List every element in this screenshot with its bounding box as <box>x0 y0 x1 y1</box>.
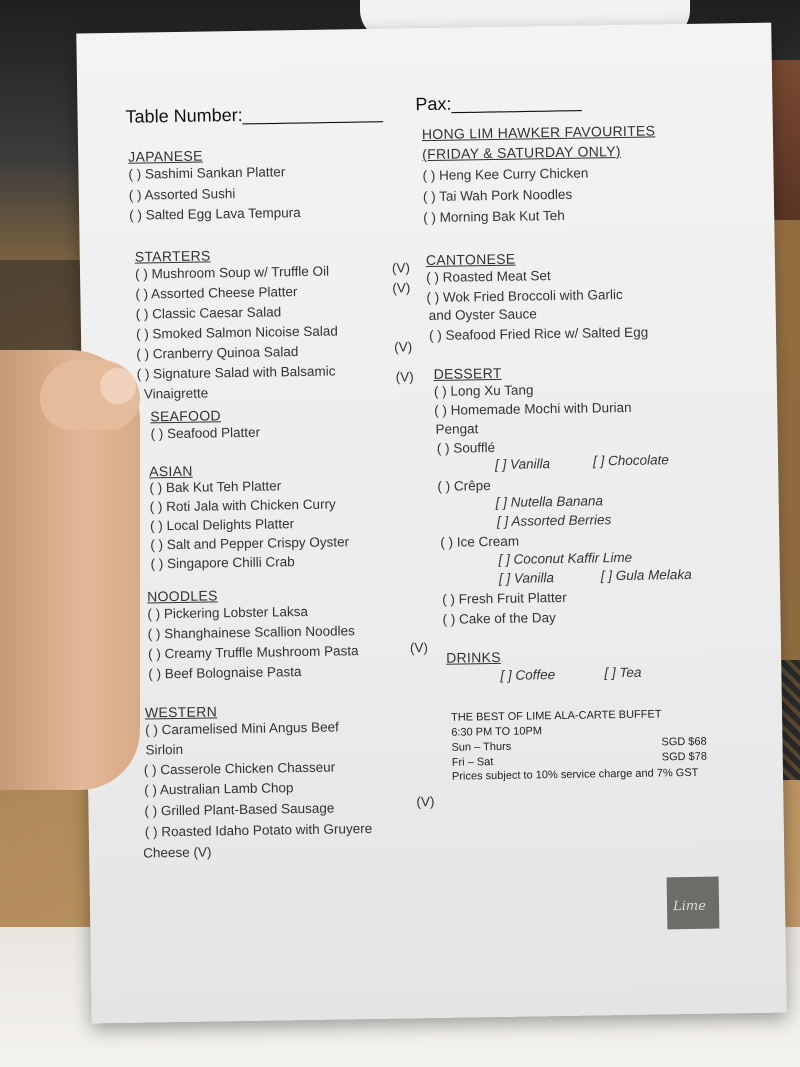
buffet-hours: 6:30 PM TO 10PM <box>451 725 543 739</box>
menu-item-continued: Vinaigrette <box>143 385 209 402</box>
lime-logo <box>667 877 720 930</box>
vegetarian-mark: (V) <box>395 369 414 385</box>
menu-item-continued: and Oyster Sauce <box>428 306 537 324</box>
option-chocolate: [ ] Chocolate <box>592 452 669 469</box>
section-hawker: HONG LIM HAWKER FAVOURITES <box>421 122 656 143</box>
vegetarian-mark: (V) <box>409 640 429 656</box>
menu-item: ( ) Roti Jala with Chicken Curry <box>149 496 336 515</box>
section-drinks: DRINKS <box>445 648 501 666</box>
menu-item: ( ) Soufflé <box>436 439 496 456</box>
menu-item: ( ) Morning Bak Kut Teh <box>423 207 565 226</box>
section-asian: ASIAN <box>149 462 193 480</box>
logo-text: Lime <box>672 898 706 915</box>
menu-item-continued: Cheese (V) <box>143 844 212 861</box>
menu-item: ( ) Salted Egg Lava Tempura <box>129 205 301 223</box>
menu-item: ( ) Australian Lamb Chop <box>144 780 294 798</box>
menu-item: ( ) Sashimi Sankan Platter <box>128 164 286 182</box>
menu-item: ( ) Singapore Chilli Crab <box>150 554 295 572</box>
menu-item: ( ) Seafood Platter <box>150 424 261 442</box>
menu-item: ( ) Creamy Truffle Mushroom Pasta <box>147 643 359 662</box>
option-vanilla: [ ] Vanilla <box>494 456 551 472</box>
menu-item-continued: Sirloin <box>145 741 184 758</box>
section-hawker-note: (FRIDAY & SATURDAY ONLY) <box>422 142 621 163</box>
price-note: Prices subject to 10% service charge and 7% GST <box>451 766 699 783</box>
menu-item: ( ) Mushroom Soup w/ Truffle Oil <box>134 263 330 282</box>
menu-item: ( ) Caramelised Mini Angus Beef <box>145 719 339 738</box>
section-seafood: SEAFOOD <box>150 407 221 425</box>
menu-item: ( ) Grilled Plant-Based Sausage <box>144 800 335 819</box>
menu-item: ( ) Wok Fried Broccoli with Garlic <box>426 286 623 306</box>
option-berries: [ ] Assorted Berries <box>496 512 612 529</box>
menu-item: ( ) Roasted Meat Set <box>426 268 551 286</box>
menu-item: ( ) Assorted Cheese Platter <box>135 284 298 302</box>
buffet-title: THE BEST OF LIME ALA-CARTE BUFFET <box>450 708 662 724</box>
menu-item: ( ) Local Delights Platter <box>149 516 295 534</box>
menu-item: ( ) Pickering Lobster Laksa <box>147 603 309 622</box>
option-nutella: [ ] Nutella Banana <box>495 493 604 510</box>
buffet-days-weekday: Sun – Thurs <box>451 740 512 754</box>
menu-item-continued: Pengat <box>435 421 479 437</box>
menu-item: ( ) Long Xu Tang <box>433 382 534 399</box>
menu-item: ( ) Cake of the Day <box>442 610 556 627</box>
menu-item: ( ) Salt and Pepper Crispy Oyster <box>150 534 350 553</box>
menu-item: ( ) Fresh Fruit Platter <box>442 589 567 607</box>
table-number-field: Table Number:______________ <box>125 102 383 127</box>
vegetarian-mark: (V) <box>394 339 413 355</box>
pax-field: Pax:_____________ <box>415 91 582 115</box>
menu-item: ( ) Smoked Salmon Nicoise Salad <box>135 323 338 342</box>
option-coffee: [ ] Coffee <box>500 667 556 683</box>
buffet-price-weekday: SGD $68 <box>661 735 707 749</box>
menu-sheet <box>76 23 786 1024</box>
thumbnail <box>100 368 136 404</box>
menu-item: ( ) Signature Salad with Balsamic <box>136 363 336 382</box>
menu-item: ( ) Roasted Idaho Potato with Gruyere <box>144 820 373 840</box>
menu-item: ( ) Ice Cream <box>440 533 520 550</box>
vegetarian-mark: (V) <box>416 793 435 810</box>
menu-item: ( ) Crêpe <box>437 478 491 494</box>
menu-item: ( ) Casserole Chicken Chasseur <box>143 759 336 778</box>
section-dessert: DESSERT <box>433 364 502 382</box>
buffet-price-weekend: SGD $78 <box>661 750 708 764</box>
section-japanese: JAPANESE <box>128 147 203 165</box>
option-gula-melaka: [ ] Gula Melaka <box>600 566 692 584</box>
menu-item: ( ) Homemade Mochi with Durian <box>434 399 632 418</box>
buffet-days-weekend: Fri – Sat <box>451 756 494 769</box>
option-tea: [ ] Tea <box>604 664 642 681</box>
option-coconut: [ ] Coconut Kaffir Lime <box>498 549 633 567</box>
menu-item: ( ) Heng Kee Curry Chicken <box>422 165 589 184</box>
menu-item: ( ) Beef Bolognaise Pasta <box>148 664 302 682</box>
menu-item: ( ) Cranberry Quinoa Salad <box>136 344 299 362</box>
menu-item: ( ) Shanghainese Scallion Noodles <box>147 623 355 642</box>
menu-item: ( ) Seafood Fried Rice w/ Salted Egg <box>428 324 649 344</box>
section-noodles: NOODLES <box>146 587 218 605</box>
menu-item: ( ) Tai Wah Pork Noodles <box>422 186 573 205</box>
menu-item: ( ) Assorted Sushi <box>128 186 236 203</box>
vegetarian-mark: (V) <box>392 280 411 296</box>
vegetarian-mark: (V) <box>391 260 411 276</box>
section-western: WESTERN <box>144 703 218 721</box>
menu-item: ( ) Bak Kut Teh Platter <box>149 478 282 496</box>
option-vanilla: [ ] Vanilla <box>498 570 555 586</box>
section-starters: STARTERS <box>134 247 211 265</box>
section-cantonese: CANTONESE <box>425 250 516 269</box>
menu-item: ( ) Classic Caesar Salad <box>135 304 282 322</box>
